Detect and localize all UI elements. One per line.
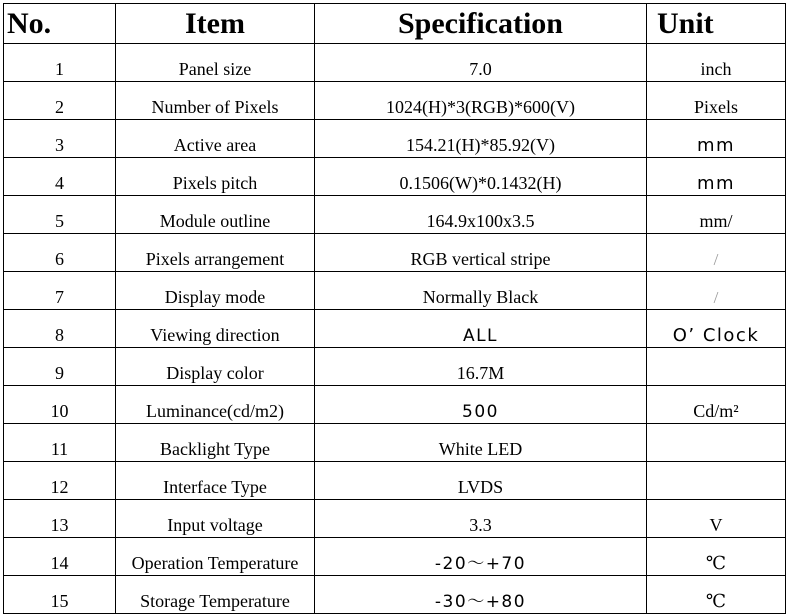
- row-unit: inch: [647, 44, 786, 82]
- table-row: [4, 424, 786, 462]
- row-item: Luminance(cd/m2): [116, 386, 315, 424]
- row-no: 1: [4, 44, 116, 82]
- row-unit: Pixels: [647, 82, 786, 120]
- table-row: [4, 462, 786, 500]
- table-row: [4, 310, 786, 348]
- row-no: 15: [4, 576, 116, 614]
- row-item: Viewing direction: [116, 310, 315, 348]
- row-no: 6: [4, 234, 116, 272]
- row-item: Input voltage: [116, 500, 315, 538]
- row-spec: 154.21(H)*85.92(V): [315, 120, 647, 158]
- row-unit: [647, 424, 786, 462]
- specification-table: [3, 3, 786, 614]
- row-no: 8: [4, 310, 116, 348]
- row-no: 3: [4, 120, 116, 158]
- table-row: [4, 234, 786, 272]
- row-item: Panel size: [116, 44, 315, 82]
- row-spec: 0.1506(W)*0.1432(H): [315, 158, 647, 196]
- table-row: [4, 158, 786, 196]
- row-unit: Cd/m²: [647, 386, 786, 424]
- table-row: [4, 44, 786, 82]
- header-specification: Specification: [315, 4, 647, 44]
- row-no: 13: [4, 500, 116, 538]
- header-no: No.: [4, 4, 116, 44]
- header-row: [4, 4, 786, 44]
- row-item: Operation Temperature: [116, 538, 315, 576]
- header-unit: Unit: [647, 4, 786, 44]
- row-spec: LVDS: [315, 462, 647, 500]
- row-item: Storage Temperature: [116, 576, 315, 614]
- row-spec: Normally Black: [315, 272, 647, 310]
- row-item: Interface Type: [116, 462, 315, 500]
- row-no: 10: [4, 386, 116, 424]
- table-row: [4, 538, 786, 576]
- row-unit: ℃: [647, 576, 786, 614]
- row-no: 14: [4, 538, 116, 576]
- row-unit: O’ Clock: [647, 310, 786, 348]
- table-row: [4, 576, 786, 614]
- row-unit: V: [647, 500, 786, 538]
- table-row: [4, 82, 786, 120]
- table-row: [4, 272, 786, 310]
- row-unit: mm: [647, 158, 786, 196]
- row-spec: RGB vertical stripe: [315, 234, 647, 272]
- header-item: Item: [116, 4, 315, 44]
- row-no: 5: [4, 196, 116, 234]
- row-item: Pixels pitch: [116, 158, 315, 196]
- row-unit: /: [647, 234, 786, 272]
- row-item: Pixels arrangement: [116, 234, 315, 272]
- row-spec: 164.9x100x3.5: [315, 196, 647, 234]
- row-spec: 500: [315, 386, 647, 424]
- row-spec: 16.7M: [315, 348, 647, 386]
- row-no: 12: [4, 462, 116, 500]
- row-unit: /: [647, 272, 786, 310]
- table-row: [4, 196, 786, 234]
- row-unit: [647, 348, 786, 386]
- row-unit: mm: [647, 120, 786, 158]
- row-no: 7: [4, 272, 116, 310]
- row-spec: 3.3: [315, 500, 647, 538]
- row-no: 9: [4, 348, 116, 386]
- row-item: Active area: [116, 120, 315, 158]
- row-item: Module outline: [116, 196, 315, 234]
- table-row: [4, 120, 786, 158]
- row-unit: mm/: [647, 196, 786, 234]
- row-no: 2: [4, 82, 116, 120]
- row-item: Number of Pixels: [116, 82, 315, 120]
- row-item: Display mode: [116, 272, 315, 310]
- row-unit: [647, 462, 786, 500]
- row-spec: White LED: [315, 424, 647, 462]
- row-spec: 7.0: [315, 44, 647, 82]
- row-no: 11: [4, 424, 116, 462]
- row-unit: ℃: [647, 538, 786, 576]
- row-no: 4: [4, 158, 116, 196]
- table-row: [4, 348, 786, 386]
- table-row: [4, 500, 786, 538]
- row-spec: 1024(H)*3(RGB)*600(V): [315, 82, 647, 120]
- table-row: [4, 386, 786, 424]
- row-item: Display color: [116, 348, 315, 386]
- row-spec: -30～+80: [315, 576, 647, 614]
- row-spec: -20～+70: [315, 538, 647, 576]
- row-item: Backlight Type: [116, 424, 315, 462]
- row-spec: ALL: [315, 310, 647, 348]
